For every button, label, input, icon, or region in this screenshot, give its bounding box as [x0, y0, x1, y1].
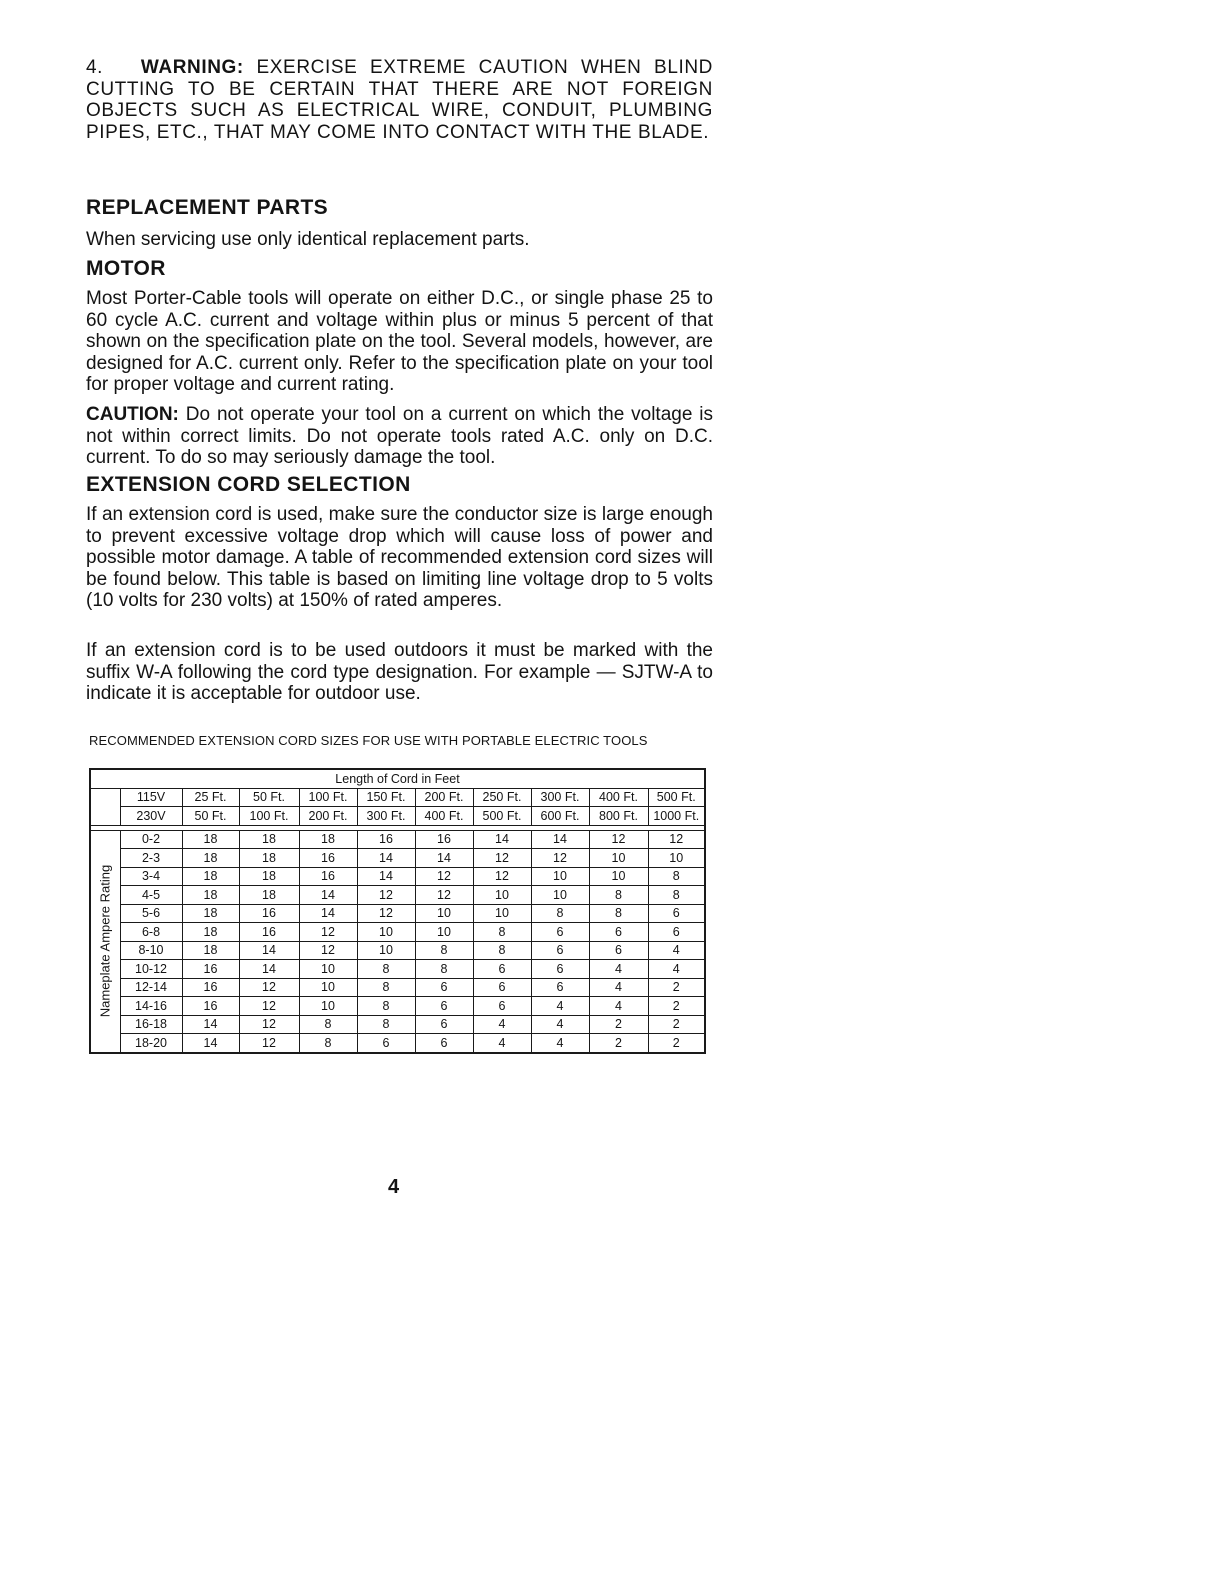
gauge-cell: 8 — [415, 941, 473, 960]
extension-para-2: If an extension cord is to be used outdoors it must be marked with the suffix W-A following the cord type designation. For example — SJTW-A to indicate it is acceptable for outdoor use. — [86, 640, 713, 704]
v230-cell: 100 Ft. — [239, 807, 299, 826]
ampere-range-cell: 8-10 — [120, 941, 182, 960]
v115-cell: 300 Ft. — [531, 788, 589, 807]
v115-cell: 50 Ft. — [239, 788, 299, 807]
gauge-cell: 12 — [299, 923, 357, 942]
gauge-cell: 18 — [182, 941, 239, 960]
gauge-cell: 18 — [182, 904, 239, 923]
ampere-range-cell: 2-3 — [120, 849, 182, 868]
gauge-cell: 12 — [299, 941, 357, 960]
v230-cell: 50 Ft. — [182, 807, 239, 826]
gauge-cell: 18 — [239, 830, 299, 849]
gauge-cell: 8 — [648, 867, 705, 886]
gauge-cell: 10 — [299, 997, 357, 1016]
gauge-cell: 6 — [415, 978, 473, 997]
table-row — [90, 978, 705, 997]
header-spacer-cell — [90, 788, 120, 807]
v230-cell: 300 Ft. — [357, 807, 415, 826]
gauge-cell: 10 — [473, 904, 531, 923]
v230-row — [90, 807, 705, 826]
table-row — [90, 960, 705, 979]
gauge-cell: 6 — [531, 960, 589, 979]
gauge-cell: 4 — [648, 960, 705, 979]
gauge-cell: 12 — [357, 904, 415, 923]
gauge-cell: 16 — [299, 849, 357, 868]
gauge-cell: 4 — [589, 960, 648, 979]
length-header: Length of Cord in Feet — [90, 769, 705, 788]
gauge-cell: 14 — [239, 941, 299, 960]
gauge-cell: 8 — [299, 1015, 357, 1034]
warning-paragraph — [86, 57, 713, 143]
ampere-range-cell: 3-4 — [120, 867, 182, 886]
gauge-cell: 6 — [473, 997, 531, 1016]
gauge-cell: 16 — [182, 978, 239, 997]
gauge-cell: 6 — [415, 997, 473, 1016]
gauge-cell: 6 — [473, 960, 531, 979]
extension-para-1: If an extension cord is used, make sure the conductor size is large enough to prevent excessive voltage drop which will cause loss of power and possible motor damage. A table of recommended extension cord sizes will be found below. This table is based on limiting line voltage drop to 5 volts (10 volts for 230 volts) at 150% of rated amperes. — [86, 504, 713, 611]
gauge-cell: 12 — [589, 830, 648, 849]
gauge-cell: 18 — [299, 830, 357, 849]
gauge-cell: 18 — [239, 867, 299, 886]
gauge-cell: 10 — [589, 849, 648, 868]
table-row — [90, 997, 705, 1016]
gauge-cell: 12 — [239, 1015, 299, 1034]
gauge-cell: 6 — [531, 941, 589, 960]
motor-heading: MOTOR — [86, 257, 166, 280]
gauge-cell: 18 — [239, 886, 299, 905]
gauge-cell: 8 — [648, 886, 705, 905]
gauge-cell: 8 — [473, 923, 531, 942]
extension-cord-table — [89, 768, 706, 1054]
gauge-cell: 2 — [648, 1034, 705, 1053]
gauge-cell: 12 — [239, 997, 299, 1016]
motor-text: Most Porter-Cable tools will operate on either D.C., or single phase 25 to 60 cycle A.C. current and voltage within plus or minus 5 percent of that shown on the specification plate on the tool. Several models, however, are designed for A.C. current only. Refer to the specification plate on your tool for proper voltage and current rating. — [86, 288, 713, 395]
warning-label: WARNING: — [140, 57, 244, 78]
gauge-cell: 14 — [357, 867, 415, 886]
gauge-cell: 10 — [531, 867, 589, 886]
table-row — [90, 849, 705, 868]
v230-cell: 230V — [120, 807, 182, 826]
table-row — [90, 1015, 705, 1034]
gauge-cell: 14 — [415, 849, 473, 868]
row-axis-label-cell — [90, 830, 120, 1053]
gauge-cell: 4 — [531, 1015, 589, 1034]
gauge-cell: 10 — [589, 867, 648, 886]
gauge-cell: 4 — [531, 1034, 589, 1053]
caution-paragraph — [86, 404, 713, 469]
gauge-cell: 6 — [415, 1034, 473, 1053]
gauge-cell: 8 — [357, 960, 415, 979]
gauge-cell: 2 — [648, 978, 705, 997]
gauge-cell: 8 — [589, 904, 648, 923]
gauge-cell: 10 — [357, 923, 415, 942]
gauge-cell: 8 — [357, 997, 415, 1016]
gauge-cell: 10 — [357, 941, 415, 960]
gauge-cell: 4 — [473, 1034, 531, 1053]
gauge-cell: 18 — [182, 923, 239, 942]
gauge-cell: 12 — [648, 830, 705, 849]
gauge-cell: 16 — [182, 997, 239, 1016]
ampere-range-cell: 5-6 — [120, 904, 182, 923]
gauge-cell: 6 — [473, 978, 531, 997]
v230-cell: 1000 Ft. — [648, 807, 705, 826]
gauge-cell: 10 — [299, 978, 357, 997]
gauge-cell: 2 — [648, 1015, 705, 1034]
length-header-row — [90, 769, 705, 788]
gauge-cell: 6 — [531, 923, 589, 942]
table-row — [90, 867, 705, 886]
gauge-cell: 8 — [357, 978, 415, 997]
gauge-cell: 4 — [589, 978, 648, 997]
gauge-cell: 12 — [415, 867, 473, 886]
gauge-cell: 16 — [357, 830, 415, 849]
row-axis-label: Nameplate Ampere Rating — [97, 864, 113, 1018]
gauge-cell: 2 — [589, 1034, 648, 1053]
v230-cell: 600 Ft. — [531, 807, 589, 826]
gauge-cell: 6 — [589, 941, 648, 960]
gauge-cell: 4 — [473, 1015, 531, 1034]
gauge-cell: 12 — [239, 1034, 299, 1053]
gauge-cell: 10 — [473, 886, 531, 905]
gauge-cell: 12 — [473, 849, 531, 868]
gauge-cell: 14 — [299, 904, 357, 923]
gauge-cell: 10 — [299, 960, 357, 979]
gauge-cell: 14 — [473, 830, 531, 849]
v230-cell: 800 Ft. — [589, 807, 648, 826]
ampere-range-cell: 6-8 — [120, 923, 182, 942]
gauge-cell: 2 — [648, 997, 705, 1016]
ampere-range-cell: 10-12 — [120, 960, 182, 979]
caution-text: Do not operate your tool on a current on which the voltage is not within correct limits. Do not operate tools rated A.C. only on D.C. current. To do so may seriously damage the tool. — [86, 404, 714, 468]
gauge-cell: 14 — [182, 1015, 239, 1034]
gauge-cell: 14 — [531, 830, 589, 849]
v230-cell: 200 Ft. — [299, 807, 357, 826]
gauge-cell: 8 — [299, 1034, 357, 1053]
warning-number: 4. — [86, 57, 104, 78]
v115-cell: 250 Ft. — [473, 788, 531, 807]
v230-cell: 400 Ft. — [415, 807, 473, 826]
gauge-cell: 12 — [357, 886, 415, 905]
ampere-range-cell: 16-18 — [120, 1015, 182, 1034]
gauge-cell: 18 — [182, 830, 239, 849]
gauge-cell: 12 — [415, 886, 473, 905]
gauge-cell: 16 — [239, 923, 299, 942]
caution-label: CAUTION: — [86, 404, 179, 425]
v115-row — [90, 788, 705, 807]
gauge-cell: 14 — [182, 1034, 239, 1053]
extension-heading: EXTENSION CORD SELECTION — [86, 473, 411, 496]
ampere-range-cell: 14-16 — [120, 997, 182, 1016]
gauge-cell: 16 — [239, 904, 299, 923]
replacement-heading: REPLACEMENT PARTS — [86, 196, 329, 219]
v115-cell: 115V — [120, 788, 182, 807]
ampere-range-cell: 18-20 — [120, 1034, 182, 1053]
gauge-cell: 16 — [182, 960, 239, 979]
gauge-cell: 18 — [239, 849, 299, 868]
table-row — [90, 904, 705, 923]
table-body — [90, 769, 705, 1053]
gauge-cell: 8 — [415, 960, 473, 979]
gauge-cell: 6 — [357, 1034, 415, 1053]
gauge-cell: 18 — [182, 886, 239, 905]
table-row — [90, 923, 705, 942]
extension-cord-table-wrapper — [89, 768, 706, 1054]
gauge-cell: 14 — [239, 960, 299, 979]
v115-cell: 150 Ft. — [357, 788, 415, 807]
table-row — [90, 886, 705, 905]
gauge-cell: 10 — [531, 886, 589, 905]
gauge-cell: 10 — [415, 904, 473, 923]
header-spacer-cell — [90, 807, 120, 826]
gauge-cell: 12 — [239, 978, 299, 997]
gauge-cell: 10 — [648, 849, 705, 868]
gauge-cell: 16 — [299, 867, 357, 886]
v230-cell: 500 Ft. — [473, 807, 531, 826]
gauge-cell: 4 — [531, 997, 589, 1016]
gauge-cell: 8 — [357, 1015, 415, 1034]
gauge-cell: 12 — [473, 867, 531, 886]
gauge-cell: 12 — [531, 849, 589, 868]
v115-cell: 500 Ft. — [648, 788, 705, 807]
gauge-cell: 4 — [648, 941, 705, 960]
gauge-cell: 2 — [589, 1015, 648, 1034]
table-row — [90, 1034, 705, 1053]
ampere-range-cell: 4-5 — [120, 886, 182, 905]
page-number: 4 — [388, 1176, 400, 1198]
ampere-range-cell: 12-14 — [120, 978, 182, 997]
gauge-cell: 10 — [415, 923, 473, 942]
gauge-cell: 14 — [299, 886, 357, 905]
gauge-cell: 6 — [415, 1015, 473, 1034]
gauge-cell: 18 — [182, 849, 239, 868]
gauge-cell: 6 — [589, 923, 648, 942]
gauge-cell: 6 — [648, 904, 705, 923]
table-row — [90, 941, 705, 960]
gauge-cell: 14 — [357, 849, 415, 868]
gauge-cell: 16 — [415, 830, 473, 849]
v115-cell: 200 Ft. — [415, 788, 473, 807]
v115-cell: 25 Ft. — [182, 788, 239, 807]
gauge-cell: 4 — [589, 997, 648, 1016]
gauge-cell: 8 — [473, 941, 531, 960]
v115-cell: 100 Ft. — [299, 788, 357, 807]
v115-cell: 400 Ft. — [589, 788, 648, 807]
table-row — [90, 830, 705, 849]
warning-text: EXERCISE EXTREME CAUTION WHEN BLIND CUTTING TO BE CERTAIN THAT THERE ARE NOT FOREIGN OBJECTS SUCH AS ELECTRICAL WIRE, CONDUIT, PLUMBING PIPES, ETC., THAT MAY COME INTO CONTACT WITH THE BLADE. — [86, 57, 714, 143]
gauge-cell: 6 — [531, 978, 589, 997]
table-caption: RECOMMENDED EXTENSION CORD SIZES FOR USE WITH PORTABLE ELECTRIC TOOLS — [89, 733, 648, 748]
gauge-cell: 8 — [531, 904, 589, 923]
gauge-cell: 18 — [182, 867, 239, 886]
replacement-text: When servicing use only identical replacement parts. — [86, 229, 530, 250]
gauge-cell: 6 — [648, 923, 705, 942]
gauge-cell: 8 — [589, 886, 648, 905]
ampere-range-cell: 0-2 — [120, 830, 182, 849]
